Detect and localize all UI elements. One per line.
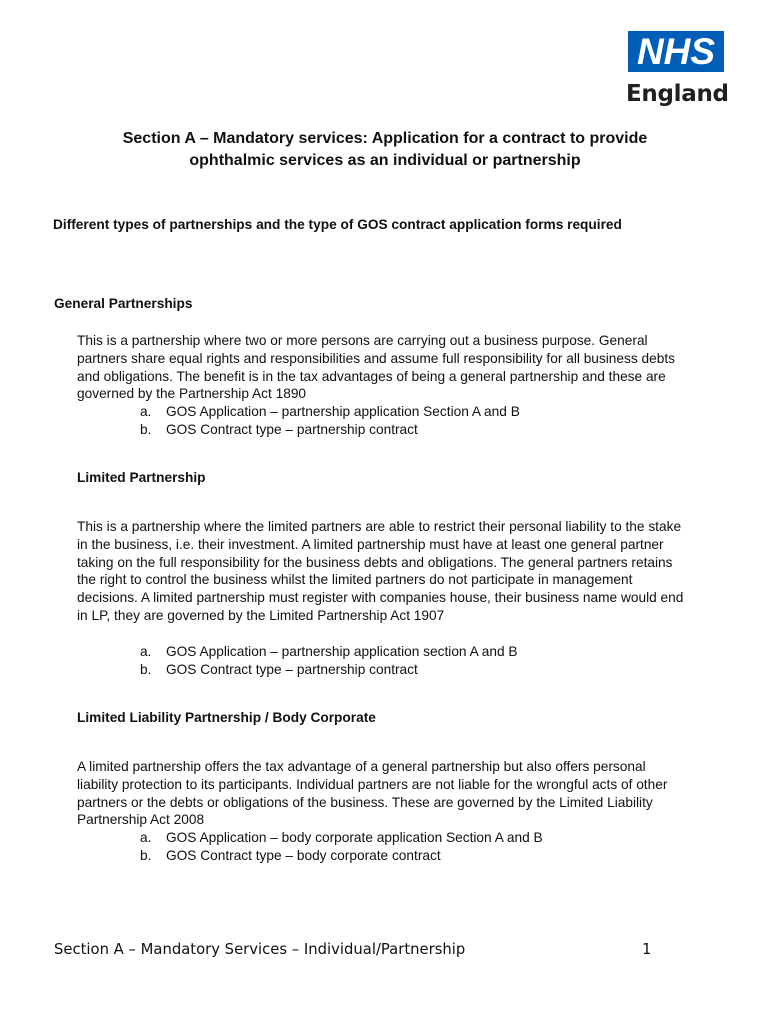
list-item: [140, 643, 518, 661]
list-marker: a.: [140, 404, 152, 419]
section-list-limited-partnership: [140, 643, 518, 679]
list-marker: a.: [140, 830, 152, 845]
list-item-text: GOS Application – partnership application section A and B: [166, 644, 518, 659]
list-item: [140, 661, 518, 679]
document-subtitle: Different types of partnerships and the type of GOS contract application forms required: [53, 217, 622, 232]
section-body-llp-body-corporate: A limited partnership offers the tax advantage of a general partnership but also offers personal liability protection to its participants. Individual partners are not liable for the wrongful acts of other partners or the debts or obligations of the business. These are governed by the Limited Liability Partnership Act 2008: [77, 759, 668, 828]
nhs-logo-mark: NHS: [628, 31, 724, 72]
document-title-line-2: ophthalmic services as an individual or partnership: [189, 152, 581, 169]
list-marker: b.: [140, 661, 152, 677]
page-footer: Section A – Mandatory Services – Individual/Partnership: [54, 941, 466, 958]
nhs-logo-region: England: [626, 81, 729, 107]
page-number: 1: [642, 941, 652, 958]
list-item-text: GOS Contract type – partnership contract: [166, 421, 418, 437]
list-item: [140, 847, 543, 865]
section-body-general-partnerships: This is a partnership where two or more persons are carrying out a business purpose. General partners share equal rights and responsibilities and assume full responsibility for all business debts and obligations. The benefit is in the tax advantages of being a general partnership and these are governed by the Partnership Act 1890: [77, 333, 676, 402]
list-item-text: GOS Contract type – body corporate contract: [166, 847, 441, 863]
list-item-text: GOS Application – body corporate application Section A and B: [166, 830, 543, 845]
nhs-england-logo: [626, 31, 728, 108]
list-item-text: GOS Contract type – partnership contract: [166, 661, 418, 677]
section-body-limited-partnership: This is a partnership where the limited partners are able to restrict their personal liability to the stake in the business, i.e. their investment. A limited partnership must have at least one general partner taking on the full responsibility for the business debts and obligations. The general partners retains the right to control the business whilst the limited partners do not participate in management decisions. A limited partnership must register with companies house, their business name would end in LP, they are governed by the Limited Partnership Act 1907: [77, 519, 684, 623]
list-item: [140, 421, 520, 439]
section-heading-llp-body-corporate: Limited Liability Partnership / Body Corporate: [77, 710, 376, 725]
list-marker: b.: [140, 421, 152, 437]
document-title-line-1: Section A – Mandatory services: Application for a contract to provide: [122, 130, 648, 147]
document-title: [56, 128, 714, 172]
list-item: [140, 403, 520, 421]
list-item: [140, 829, 543, 847]
section-list-llp-body-corporate: [140, 829, 543, 865]
list-marker: a.: [140, 644, 152, 659]
section-list-general-partnerships: [140, 403, 520, 439]
section-heading-general-partnerships: General Partnerships: [54, 296, 193, 311]
list-item-text: GOS Application – partnership application Section A and B: [166, 404, 520, 419]
list-marker: b.: [140, 847, 152, 863]
section-heading-limited-partnership: Limited Partnership: [77, 470, 206, 485]
